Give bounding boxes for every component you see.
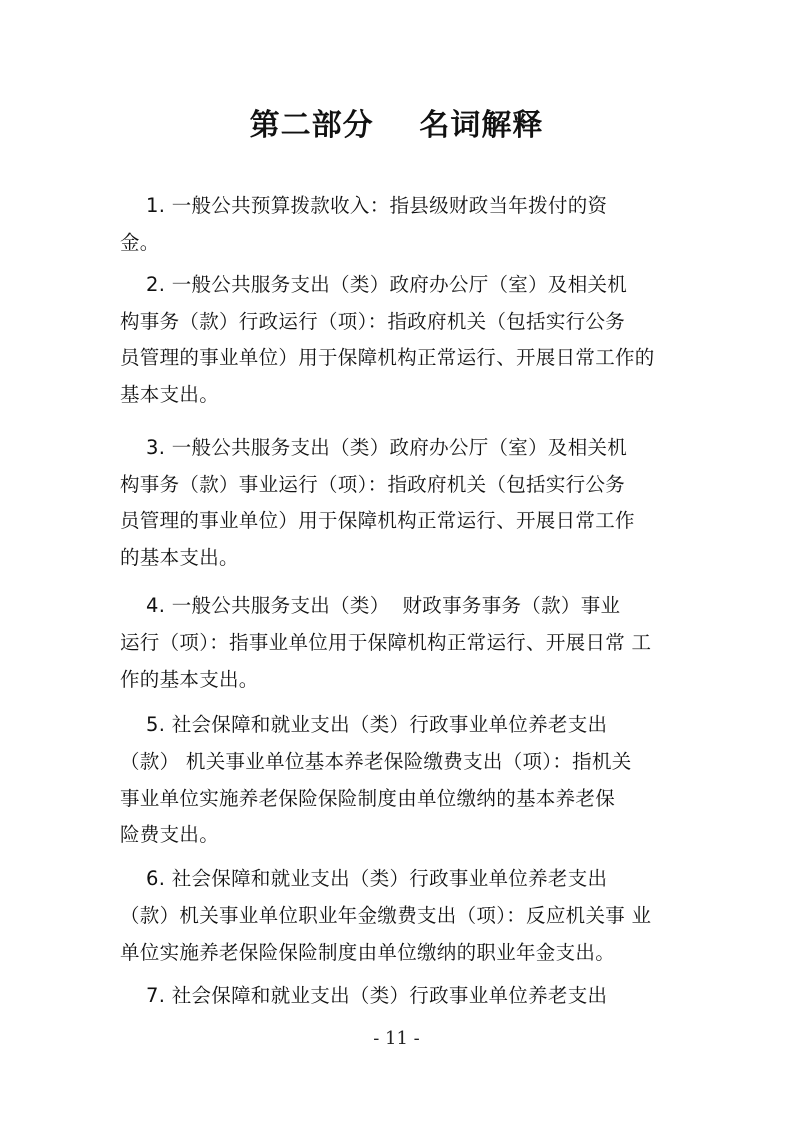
item-2-line-2: 构事务（款）行政运行（项）：指政府机关（包括实行公务 — [120, 310, 626, 333]
page-title: 第二部分 名词解释 — [249, 108, 544, 143]
item-2-line-1: 2. 一般公共服务支出（类）政府办公厅（室）及相关机 — [120, 273, 628, 296]
item-5-line-1: 5. 社会保障和就业支出（类）行政事业单位养老支出 — [120, 713, 608, 736]
item-4-line-3: 作的基本支出。 — [120, 668, 259, 691]
item-3-line-2: 构事务（款）事业运行（项）：指政府机关（包括实行公务 — [120, 473, 626, 496]
item-6-line-2: （款）机关事业单位职业年金缴费支出（项）：反应机关事 业 — [120, 904, 652, 927]
item-5-line-4: 险费支出。 — [120, 823, 220, 846]
item-2-line-4: 基本支出。 — [120, 383, 220, 406]
item-3-line-4: 的基本支出。 — [120, 546, 239, 569]
item-1-line-2: 金。 — [120, 231, 160, 254]
item-7-line-1: 7. 社会保障和就业支出（类）行政事业单位养老支出 — [120, 984, 608, 1007]
item-1-line-1: 1. 一般公共预算拨款收入：指县级财政当年拨付的资 — [120, 194, 608, 217]
item-3-line-3: 员管理的事业单位）用于保障机构正常运行、开展日常工作 — [120, 509, 635, 532]
item-4-line-1: 4. 一般公共服务支出（类） 财政事务事务（款）事业 — [120, 594, 621, 617]
item-6-line-3: 单位实施养老保险保险制度由单位缴纳的职业年金支出。 — [120, 941, 616, 964]
item-5-line-2: （款） 机关事业单位基本养老保险缴费支出（项）：指机关 — [120, 750, 632, 773]
page-number: - 11 - — [373, 1028, 420, 1049]
item-5-line-3: 事业单位实施养老保险保险制度由单位缴纳的基本养老保 — [120, 787, 616, 810]
item-4-line-2: 运行（项）：指事业单位用于保障机构正常运行、开展日常 工 — [120, 631, 652, 654]
item-6-line-1: 6. 社会保障和就业支出（类）行政事业单位养老支出 — [120, 867, 608, 890]
item-2-line-3: 员管理的事业单位）用于保障机构正常运行、开展日常工作的 — [120, 346, 655, 369]
item-3-line-1: 3. 一般公共服务支出（类）政府办公厅（室）及相关机 — [120, 436, 628, 459]
